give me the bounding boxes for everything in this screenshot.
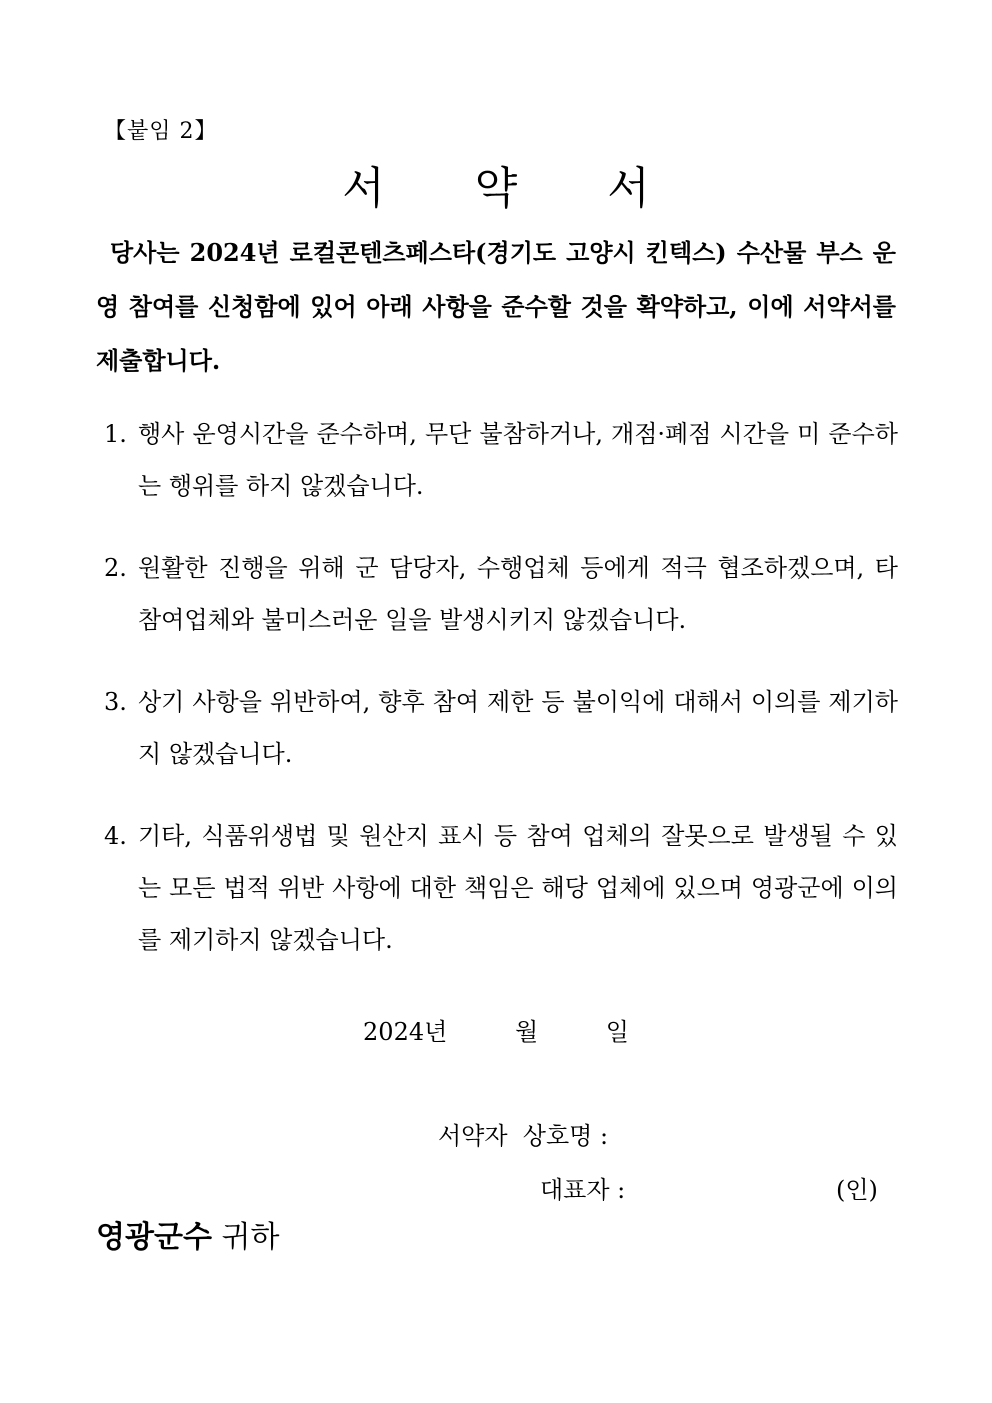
recipient-line	[96, 1212, 279, 1256]
signer-company-label: 서약자 상호명 :	[438, 1122, 609, 1150]
recipient-name: 영광군수	[96, 1220, 212, 1255]
intro-paragraph: 당사는 2024년 로컬콘텐츠페스타(경기도 고양시 킨텍스) 수산물 부스 운영 참여를 신청함에 있어 아래 사항을 준수할 것을 확약하고, 이에 서약서를 제출합니다.	[96, 238, 896, 375]
recipient-suffix: 귀하	[221, 1220, 280, 1255]
date-month: 월	[514, 1018, 539, 1046]
title-char-1: 서	[342, 163, 385, 214]
attachment-label: 【붙임 2】	[104, 119, 218, 144]
seal-mark: (인)	[836, 1176, 878, 1204]
pledge-item	[104, 408, 898, 512]
pledge-number: 2.	[104, 554, 127, 582]
pledge-text: 원활한 진행을 위해 군 담당자, 수행업체 등에게 적극 협조하겠으며, 타 참여업체와 불미스러운 일을 발생시키지 않겠습니다.	[138, 554, 898, 634]
pledge-number: 3.	[104, 688, 127, 716]
pledge-text: 상기 사항을 위반하여, 향후 참여 제한 등 불이익에 대해서 이의를 제기하지 않겠습니다.	[138, 688, 898, 768]
date-year: 2024년	[363, 1018, 448, 1046]
pledge-item	[104, 542, 898, 646]
pledge-item	[104, 810, 898, 966]
pledge-number: 4.	[104, 822, 127, 850]
document-title	[0, 152, 992, 216]
pledge-text: 기타, 식품위생법 및 원산지 표시 등 참여 업체의 잘못으로 발생될 수 있는 모든 법적 위반 사항에 대한 책임은 해당 업체에 있으며 영광군에 이의를 제기하지 않겠습니다.	[138, 822, 898, 954]
date-line	[0, 1012, 992, 1047]
pledge-item	[104, 676, 898, 780]
date-day: 일	[605, 1018, 629, 1046]
pledge-list	[104, 408, 898, 996]
pledge-number: 1.	[104, 420, 127, 448]
title-char-2: 약	[474, 163, 518, 214]
pledge-text: 행사 운영시간을 준수하며, 무단 불참하거나, 개점·폐점 시간을 미 준수하는 행위를 하지 않겠습니다.	[138, 420, 898, 500]
title-char-3: 서	[607, 163, 650, 214]
signer-representative-label: 대표자 :	[540, 1176, 626, 1204]
